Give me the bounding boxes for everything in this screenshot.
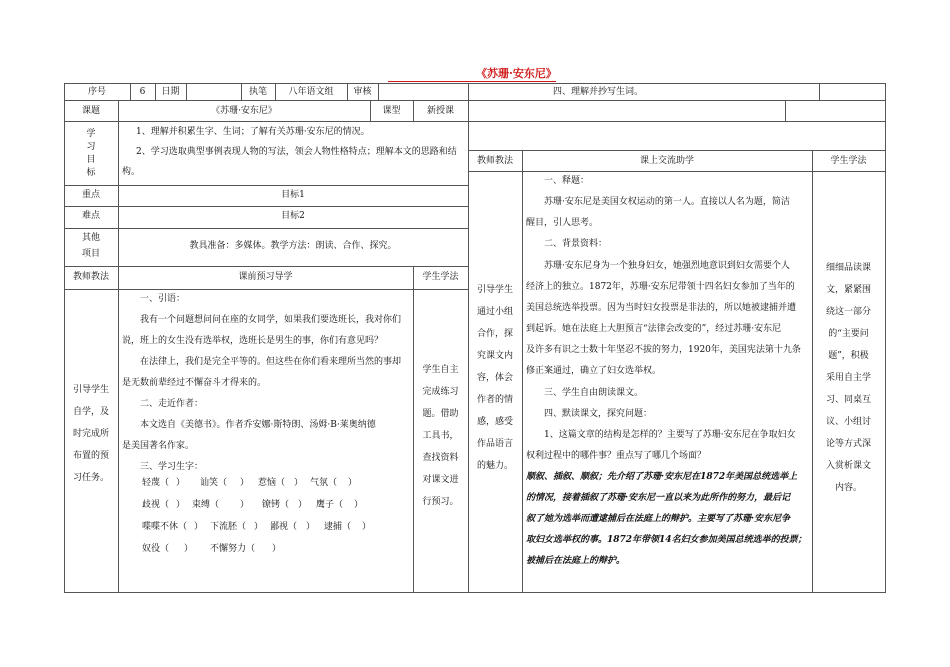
other-label-1: 其他 [81,233,100,243]
riqi-label: 日期 [161,87,180,97]
goal-line-2: 2、学习选取典型事例表现人物的写法，领会人物性格特点；理解本文的思路和结 [136,147,457,157]
goal-line-3: 构。 [122,167,141,177]
goal-line-1: 1、理解并积累生字、生词；了解有关苏珊·安东尼的情况。 [136,127,370,137]
left-teacher-header: 教师教法 [72,272,109,282]
kexing-value: 新授课 [426,106,454,116]
title-underline [388,81,556,82]
right-header-item: 四、理解并抄写生词。 [553,87,644,97]
nandian-label: 难点 [81,211,100,221]
nandian-value: 目标2 [281,211,305,221]
kexing-label: 课型 [382,106,401,116]
other-label-2: 项目 [81,249,100,259]
zhongdian-label: 重点 [81,190,100,200]
zhibi-label: 执笔 [248,87,267,97]
keti-label: 课题 [81,106,100,116]
right-teacher-header: 教师教法 [476,156,513,166]
zhibi-value: 八年语文组 [288,87,334,97]
other-value: 教具准备：多媒体。教学方法：朗读、合作、探究。 [189,241,397,251]
right-student-header: 学生学法 [830,156,867,166]
zhongdian-value: 目标1 [281,190,305,200]
xuhao-value: 6 [139,87,146,97]
right-center-header: 课上交流助学 [639,156,694,166]
shenhe-label: 审核 [353,87,372,97]
left-student-header: 学生学法 [422,272,459,282]
left-center-header: 课前预习导学 [238,272,293,282]
page-title: 《苏珊·安东尼》 [476,67,557,80]
keti-value: 《苏珊·安东尼》 [211,106,277,116]
xuhao-label: 序号 [87,87,106,97]
